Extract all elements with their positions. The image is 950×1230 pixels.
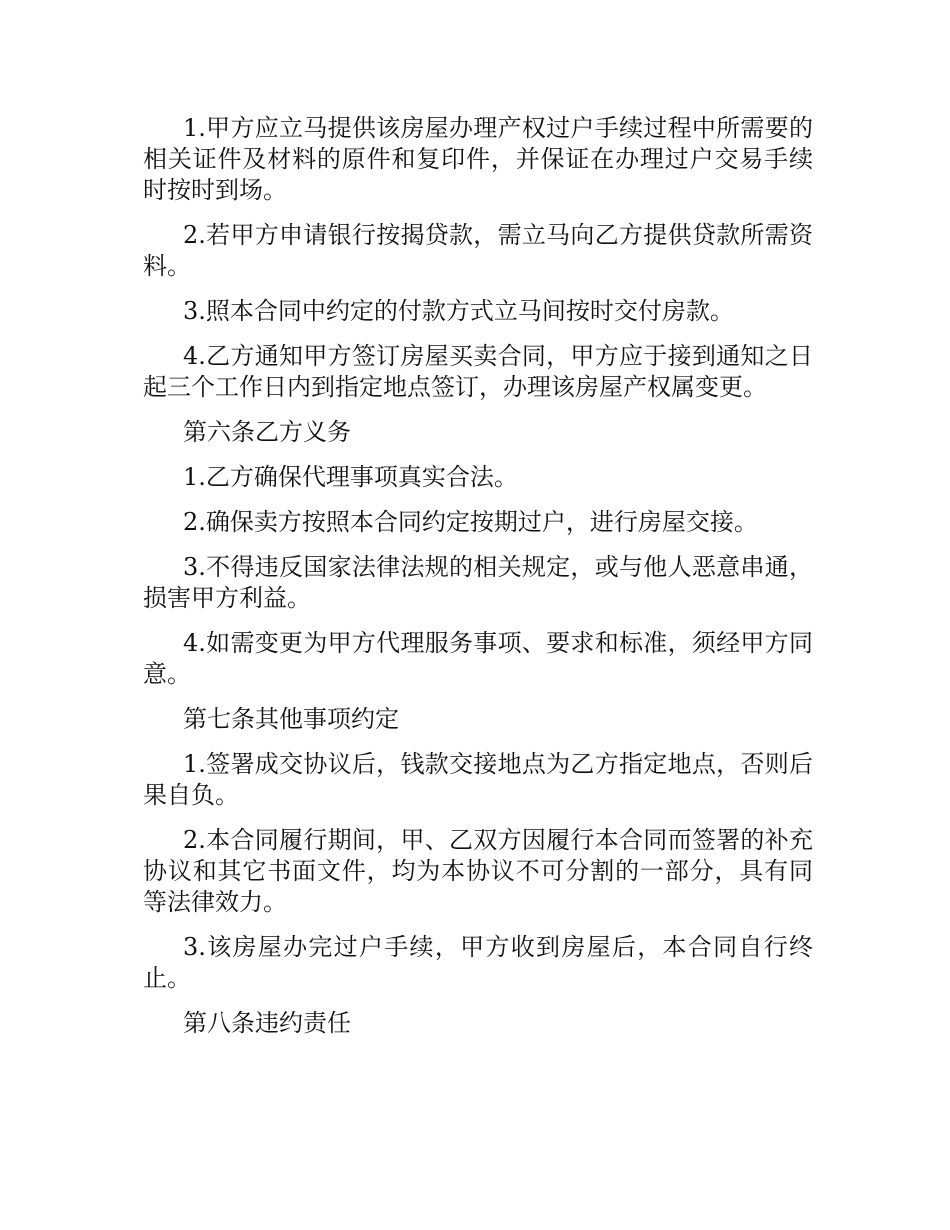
paragraph-agent-duty-3: 3.不得违反国家法律法规的相关规定，或与他人恶意串通，损害甲方利益。 bbox=[143, 553, 813, 612]
paragraph-agent-duty-4: 4.如需变更为甲方代理服务事项、要求和标准，须经甲方同意。 bbox=[143, 629, 813, 688]
paragraph-agent-duty-2: 2.确保卖方按照本合同约定按期过户，进行房屋交接。 bbox=[183, 508, 758, 536]
paragraph-other-matter-1: 1.签署成交协议后，钱款交接地点为乙方指定地点，否则后果自负。 bbox=[143, 750, 813, 809]
paragraph-buyer-duty-4: 4.乙方通知甲方签订房屋买卖合同，甲方应于接到通知之日起三个工作日内到指定地点签订，办理该房屋产权属变更。 bbox=[143, 342, 813, 401]
paragraph-buyer-duty-2: 2.若甲方申请银行按揭贷款，需立马向乙方提供贷款所需资料。 bbox=[143, 221, 813, 280]
paragraph-buyer-duty-1: 1.甲方应立马提供该房屋办理产权过户手续过程中所需要的相关证件及材料的原件和复印件，并保证在办理过户交易手续时按时到场。 bbox=[143, 114, 813, 204]
section-heading-article-8: 第八条违约责任 bbox=[183, 1009, 351, 1037]
paragraph-agent-duty-1: 1.乙方确保代理事项真实合法。 bbox=[183, 463, 518, 491]
paragraph-buyer-duty-3: 3.照本合同中约定的付款方式立马间按时交付房款。 bbox=[183, 297, 734, 325]
document-body bbox=[143, 113, 813, 1053]
paragraph-other-matter-3: 3.该房屋办完过户手续，甲方收到房屋后，本合同自行终止。 bbox=[143, 933, 813, 992]
section-heading-article-7: 第七条其他事项约定 bbox=[183, 705, 399, 733]
paragraph-other-matter-2: 2.本合同履行期间，甲、乙双方因履行本合同而签署的补充协议和其它书面文件，均为本协议不可分割的一部分，具有同等法律效力。 bbox=[143, 826, 813, 916]
section-heading-article-6: 第六条乙方义务 bbox=[183, 418, 351, 446]
